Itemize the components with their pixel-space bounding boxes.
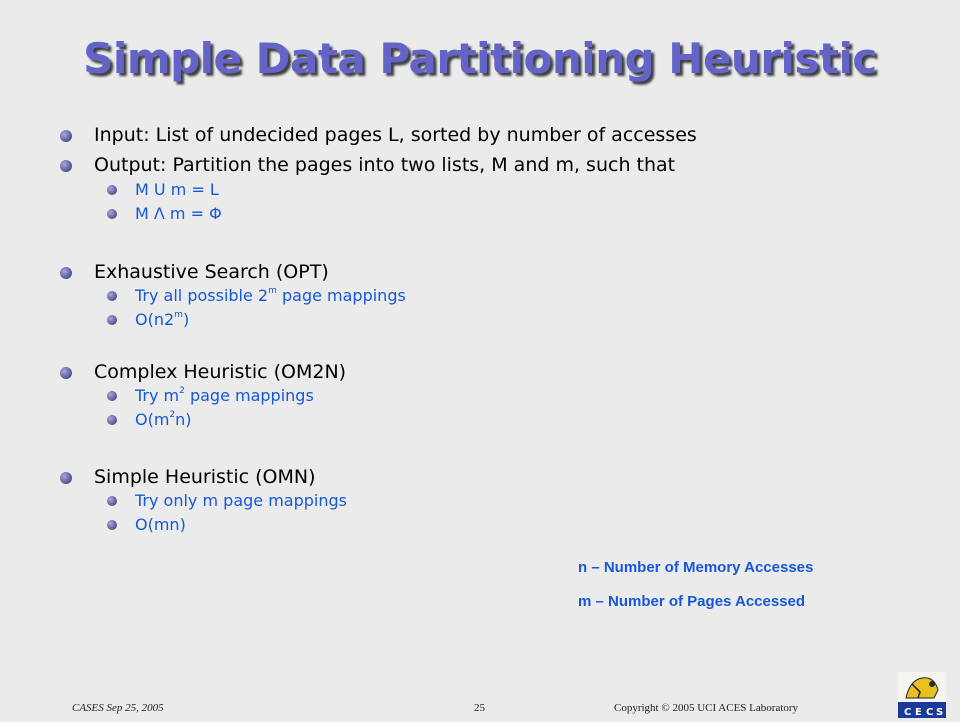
superscript: 2 [179, 386, 185, 396]
sub-bullet-dot-icon [107, 315, 117, 325]
cecs-logo-icon [898, 672, 946, 718]
sub-bullet-opt-mappings [135, 286, 406, 305]
sub-bullet-intersection [135, 204, 222, 223]
sub-bullet-union-text: M U m = L [135, 180, 219, 199]
superscript: m [174, 310, 183, 320]
sub-bullet-text: page mappings [184, 386, 314, 405]
sub-bullet-text: Try all possible 2 [135, 286, 269, 305]
sub-bullet-om2n-mappings [135, 386, 314, 405]
sub-bullet-dot-icon [107, 520, 117, 530]
bullet-output-text: Output: Partition the pages into two lists, M and m, such that [94, 154, 676, 176]
superscript: 2 [169, 410, 176, 420]
sub-bullet-om2n-complexity [135, 410, 192, 429]
sub-bullet-dot-icon [107, 185, 117, 195]
bullet-dot-icon [60, 367, 72, 379]
sub-bullet-dot-icon [107, 209, 117, 219]
sub-bullet-intersection-text: M Λ m = Φ [135, 204, 222, 223]
bullet-omn-text: Simple Heuristic (OMN) [94, 466, 316, 488]
logo-letter: C [926, 707, 934, 718]
sub-bullet-dot-icon [107, 496, 117, 506]
bullet-input [94, 124, 697, 146]
sub-bullet-text: n) [175, 410, 192, 429]
sub-bullet-text: O(m [135, 410, 170, 429]
bullet-dot-icon [60, 267, 72, 279]
bullet-om2n-text: Complex Heuristic (OM2N) [94, 361, 347, 383]
legend-n: n – Number of Memory Accesses [578, 559, 814, 576]
sub-bullet-text: page mappings [276, 286, 406, 305]
sub-bullet-union [135, 180, 219, 199]
sub-bullet-text: Try m [135, 386, 180, 405]
bullet-opt [94, 261, 329, 283]
sub-bullet-omn-mappings-text: Try only m page mappings [135, 491, 347, 510]
sub-bullet-omn-complexity-text: O(mn) [135, 515, 186, 534]
sub-bullet-omn-complexity [135, 515, 186, 534]
footer-copyright: Copyright © 2005 UCI ACES Laboratory [614, 702, 799, 714]
sub-bullet-opt-complexity [135, 310, 189, 329]
bullet-input-text: Input: List of undecided pages L, sorted by number of accesses [94, 124, 697, 146]
bullet-om2n [94, 361, 346, 383]
logo-letter: C [904, 707, 912, 718]
bullet-opt-text: Exhaustive Search (OPT) [94, 261, 329, 283]
sub-bullet-dot-icon [107, 291, 117, 301]
bullet-omn [94, 466, 316, 488]
logo-letter: S [936, 707, 944, 718]
sub-bullet-text: O(n2 [135, 310, 175, 329]
page-number: 25 [474, 702, 485, 714]
bullet-dot-icon [60, 472, 72, 484]
bullet-dot-icon [60, 160, 72, 172]
sub-bullet-dot-icon [107, 415, 117, 425]
superscript: m [268, 286, 277, 296]
sub-bullet-omn-mappings [135, 491, 347, 510]
bullet-output [94, 154, 675, 176]
bullet-dot-icon [60, 130, 72, 142]
logo-letter: E [915, 707, 922, 718]
sub-bullet-text: ) [182, 310, 190, 329]
legend-m: m – Number of Pages Accessed [578, 593, 806, 610]
footer-conference: CASES Sep 25, 2005 [72, 702, 164, 714]
sub-bullet-dot-icon [107, 391, 117, 401]
slide-title: Simple Data Partitioning Heuristic [83, 34, 877, 83]
